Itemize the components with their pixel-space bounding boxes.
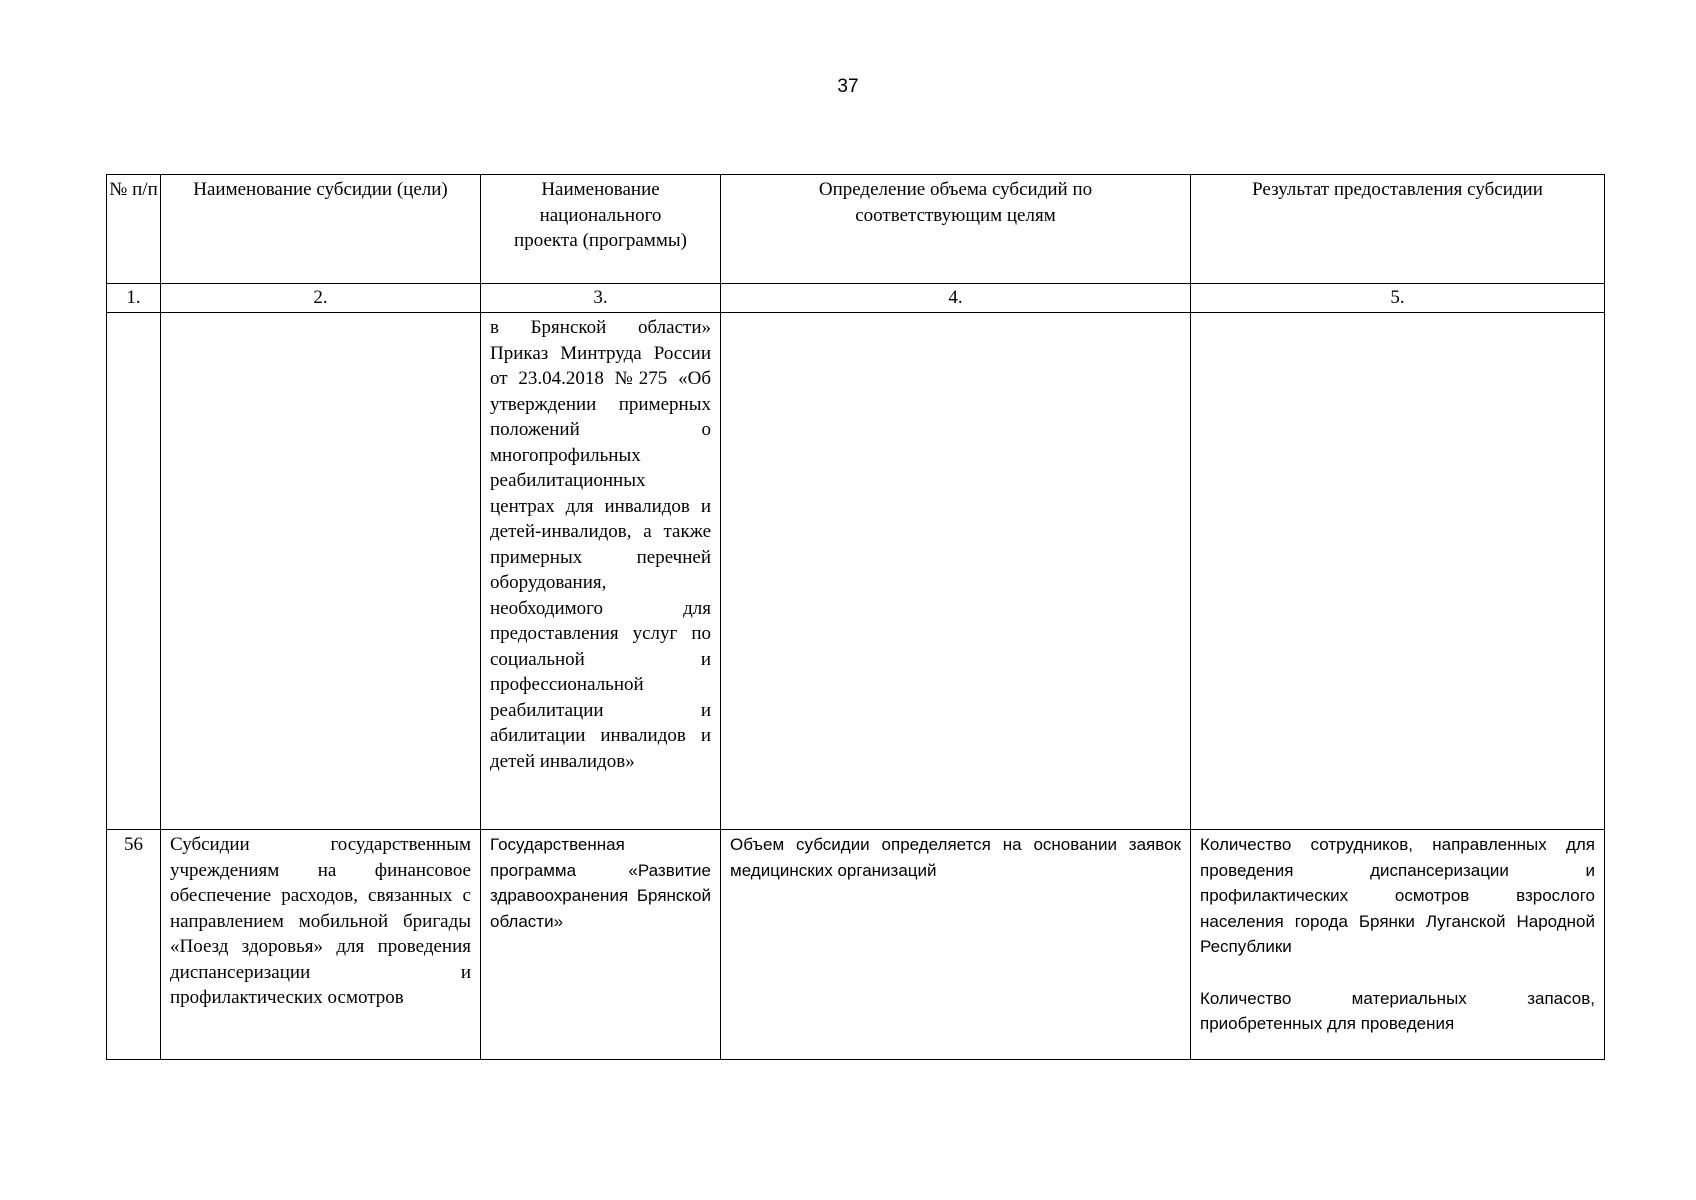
header-volume-definition: Определение объема субсидий по соответствующим целям [721,175,1191,284]
cell-result [1191,830,1605,1060]
result-paragraph-2: Количество материальных запасов, приобретенных для проведения [1200,988,1595,1033]
cell-volume-definition [721,313,1191,830]
header-result: Результат предоставления субсидии [1191,175,1605,284]
cell-national-project: Государственная программа «Развитие здравоохранения Брянской области» [481,830,721,1060]
cell-result [1191,313,1605,830]
table-header-row [107,175,1605,284]
header-subsidy-name: Наименование субсидии (цели) [161,175,481,284]
page-number: 37 [837,76,859,97]
result-paragraph-1: Количество сотрудников, направленных для проведения диспансеризации и профилактических осмотров взрослого населения города Брянки Луганской Народной Республики [1200,835,1595,956]
column-numbers-row [107,284,1605,313]
header-number: № п/п [107,175,161,284]
paragraph-gap [1200,960,1595,986]
cell-volume-definition: Объем субсидии определяется на основании заявок медицинских организаций [721,830,1191,1060]
column-number-2: 2. [161,284,481,313]
subsidy-table [106,174,1605,1060]
cell-national-project: в Брянской области» Приказ Минтруда России от 23.04.2018 №275 «Об утверждении примерных положений о многопрофильных реабилитационных центрах для инвалидов и детей-инвалидов, а также примерных перечней оборудования, необходимого для предоставления услуг по социальной и профессиональной реабилитации и абилитации инвалидов и детей инвалидов» [481,313,721,830]
cell-subsidy-name: Субсидии государственным учреждениям на финансовое обеспечение расходов, связанных с направлением мобильной бригады «Поезд здоровья» для проведения диспансеризации и профилактических осмотров [161,830,481,1060]
header-national-project: Наименование национального проекта (программы) [481,175,721,284]
table-row [107,313,1605,830]
column-number-4: 4. [721,284,1191,313]
cell-subsidy-name [161,313,481,830]
column-number-1: 1. [107,284,161,313]
cell-number: 56 [107,830,161,1060]
cell-number [107,313,161,830]
column-number-3: 3. [481,284,721,313]
column-number-5: 5. [1191,284,1605,313]
table-row [107,830,1605,1060]
